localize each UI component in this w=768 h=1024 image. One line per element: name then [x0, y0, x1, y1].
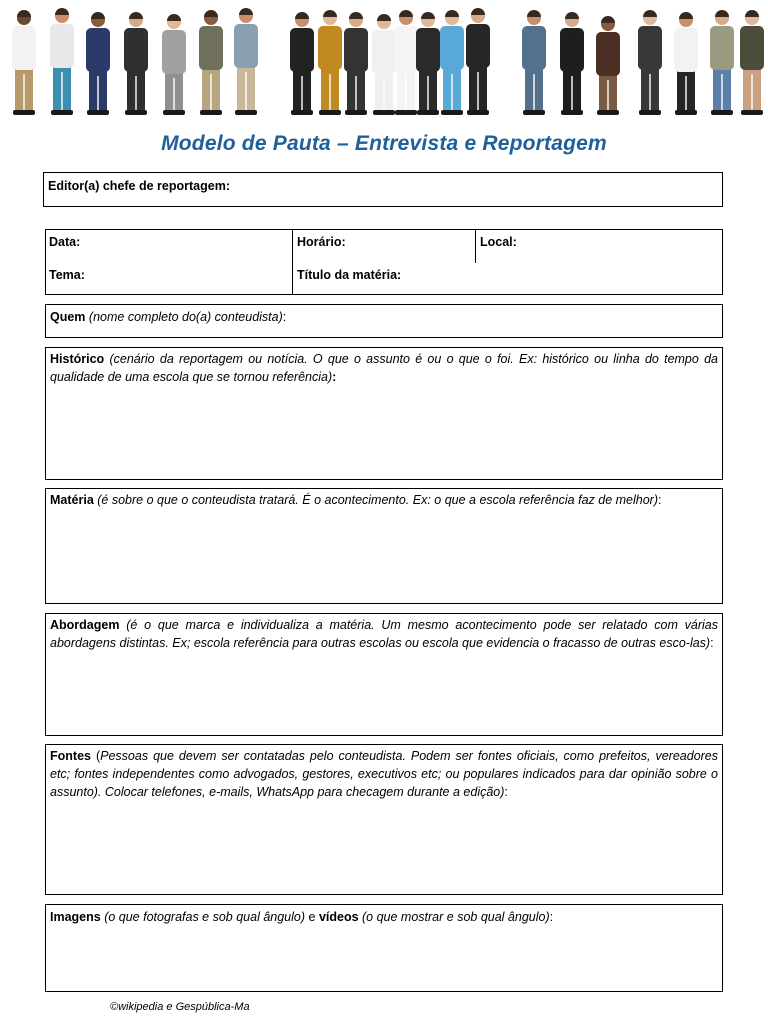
person-figure [710, 10, 734, 115]
quem-hint: (nome completo do(a) conteudista) [88, 310, 283, 324]
videos-hint: (o que mostrar e sob qual ângulo) [358, 910, 550, 924]
abordagem-label: Abordagem [50, 618, 120, 632]
person-figure [638, 10, 662, 115]
videos-label: vídeos [318, 910, 359, 924]
materia-field[interactable] [45, 488, 723, 604]
historico-hint: (cenário da reportagem ou notícia. O que o assunto é ou o que o foi. Ex: histórico ou linha do tempo da qualidade de uma escola que se tornou referência) [50, 352, 718, 384]
horario-label: Horário: [297, 235, 346, 249]
person-figure [50, 8, 74, 115]
historico-colon: : [332, 370, 337, 384]
fontes-hint: Pessoas que devem ser contatadas pelo conteudista. Podem ser fontes oficiais, como prefeitos, vereadores etc; fontes independentes como advogados, gestores, executivos etc; ou populares indicados para dar opinião sobre o assunto). Colocar telefones, e-mails, WhatsApp para checagem durante a edição) [50, 749, 719, 799]
person-figure [12, 10, 36, 115]
person-figure [522, 10, 546, 115]
abordagem-hint: (é o que marca e individualiza a matéria. Um mesmo acontecimento pode ser relatado com várias abordagens distintas. Ex; escola referência para outras escolas ou escola que evidencia o fracasso de outras esco-las) [50, 618, 718, 650]
person-figure [318, 10, 342, 115]
imagens-and: e [305, 910, 319, 924]
imagens-label: Imagens [50, 910, 101, 924]
info-table [45, 229, 723, 295]
data-label: Data: [49, 235, 81, 249]
titulo-materia-label: Título da matéria: [297, 268, 402, 282]
imagens-videos-field[interactable] [45, 904, 723, 992]
materia-label: Matéria [50, 493, 94, 507]
editor-field[interactable] [43, 172, 723, 207]
person-figure [394, 10, 418, 115]
person-figure [162, 14, 186, 115]
fontes-label: Fontes [50, 749, 91, 763]
quem-colon: : [282, 310, 287, 324]
tema-label: Tema: [49, 268, 85, 282]
person-figure [416, 12, 440, 115]
person-figure [466, 8, 490, 115]
person-figure [124, 12, 148, 115]
quem-field[interactable] [45, 304, 723, 338]
quem-label: Quem [50, 310, 86, 324]
person-figure [86, 12, 110, 115]
imagens-hint: (o que fotografas e sob qual ângulo) [100, 910, 306, 924]
imagens-colon: : [549, 910, 554, 924]
historico-label: Histórico [50, 352, 105, 366]
person-figure [674, 12, 698, 115]
person-figure [290, 12, 314, 115]
abordagem-field[interactable] [45, 613, 723, 736]
fontes-open-paren: ( [90, 749, 101, 763]
historico-field[interactable] [45, 347, 723, 480]
fontes-field[interactable] [45, 744, 723, 895]
materia-hint: (é sobre o que o conteudista tratará. É o acontecimento. Ex: o que a escola referência faz de melhor) [97, 493, 659, 507]
person-figure [199, 10, 223, 115]
info-divider-1 [292, 230, 293, 294]
person-figure [372, 14, 396, 115]
local-label: Local: [480, 235, 517, 249]
editor-label: Editor(a) chefe de reportagem: [48, 179, 230, 193]
person-figure [344, 12, 368, 115]
person-figure [740, 10, 764, 115]
abordagem-colon: : [710, 636, 714, 650]
page-title: Modelo de Pauta – Entrevista e Reportagem [161, 132, 607, 155]
info-divider-2 [475, 230, 476, 263]
people-banner-image [0, 0, 768, 126]
person-figure [234, 8, 258, 115]
materia-colon: : [658, 493, 662, 507]
person-figure [560, 12, 584, 115]
fontes-colon: : [504, 785, 508, 799]
person-figure [596, 16, 620, 115]
person-figure [440, 10, 464, 115]
footer-credit: ©wikipedia e Gespública-Ma [110, 1001, 250, 1013]
